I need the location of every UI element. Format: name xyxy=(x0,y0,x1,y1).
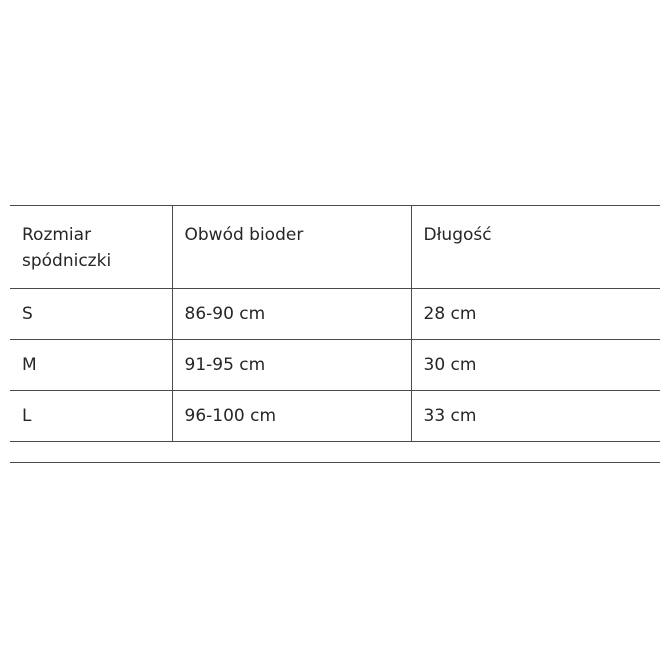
header-cell-length: Długość xyxy=(411,206,660,289)
cell-length: 33 cm xyxy=(411,391,660,442)
size-chart xyxy=(10,205,660,442)
size-table xyxy=(10,205,660,442)
table-bottom-rule xyxy=(10,462,660,463)
header-cell-hips: Obwód bioder xyxy=(172,206,411,289)
header-size-line2: spódniczki xyxy=(22,251,112,271)
cell-size: M xyxy=(10,340,172,391)
cell-size: S xyxy=(10,289,172,340)
cell-size: L xyxy=(10,391,172,442)
table-header-row xyxy=(10,206,660,289)
header-size-line1: Rozmiar xyxy=(22,225,92,245)
table-row xyxy=(10,340,660,391)
table-row xyxy=(10,289,660,340)
cell-length: 28 cm xyxy=(411,289,660,340)
table-row xyxy=(10,391,660,442)
cell-hips: 96-100 cm xyxy=(172,391,411,442)
header-cell-size xyxy=(10,206,172,289)
cell-hips: 86-90 cm xyxy=(172,289,411,340)
cell-length: 30 cm xyxy=(411,340,660,391)
cell-hips: 91-95 cm xyxy=(172,340,411,391)
